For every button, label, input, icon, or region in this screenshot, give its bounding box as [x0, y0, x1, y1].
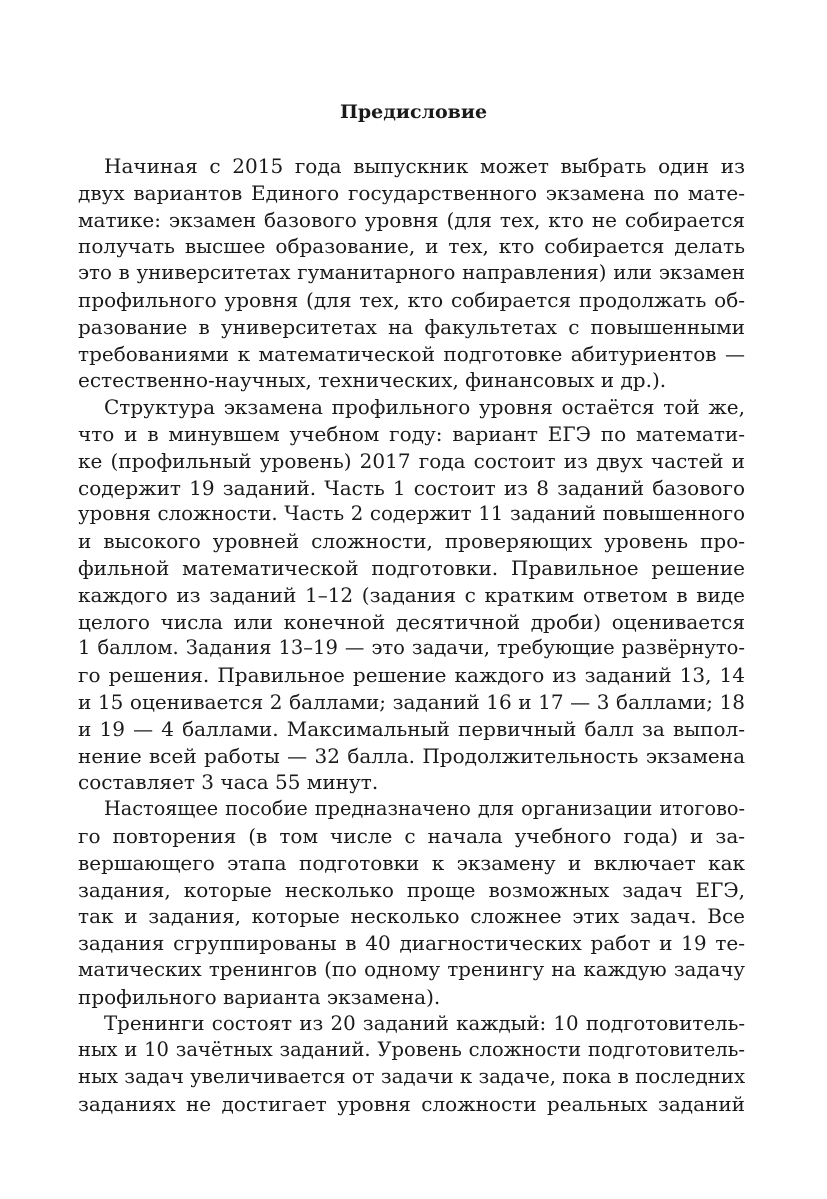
page-title: Предисловие [339, 101, 488, 123]
text-line: двух вариантов Единого государственного экзамена по мате- [78, 180, 745, 205]
text-line: го повторения (в том числе с начала учебного года) и за- [78, 823, 745, 848]
text-line: так и задания, которые несколько сложнее этих задач. Все [78, 904, 745, 929]
text-line: и 15 оценивается 2 баллами; заданий 16 и 17 — 3 баллами; 18 [78, 689, 745, 714]
text-line: вершающего этапа подготовки к экзамену и включает как [78, 850, 745, 875]
text-line: каждого из заданий 1–12 (задания с кратким ответом в виде [78, 582, 745, 607]
text-line: ных задач увеличивается от задачи к задаче, пока в последних [78, 1065, 746, 1089]
text-line: профильного уровня (для тех, кто собирается продолжать об- [78, 287, 745, 312]
text-line: матических тренингов (по одному тренингу на каждую задачу [78, 957, 745, 981]
text-line: естественно-научных, технических, финансовых и др.). [78, 368, 667, 393]
text-line: это в университетах гуманитарного направления) или экзамен [78, 261, 745, 285]
text-line: что и в минувшем учебном году: вариант ЕГЭ по математи- [78, 421, 745, 446]
text-line: целого числа или конечной десятичной дроби) оценивается [78, 609, 745, 634]
text-line: содержит 19 заданий. Часть 1 состоит из 8 заданий базового [78, 475, 745, 500]
text-line: фильной математической подготовки. Правильное решение [78, 555, 745, 580]
text-line: требованиями к математической подготовке абитуриентов — [78, 341, 745, 366]
text-line: и высокого уровней сложности, проверяющих уровень про- [78, 529, 745, 554]
text-line: задания сгруппированы в 40 диагностических работ и 19 те- [78, 931, 745, 956]
text-line: ке (профильный уровень) 2017 года состоит из двух частей и [78, 448, 745, 473]
text-line: разование в университетах на факультетах с повышенными [78, 314, 745, 339]
text-line: Структура экзамена профильного уровня остаётся той же, [104, 395, 745, 420]
text-line: го решения. Правильное решение каждого из заданий 13, 14 [78, 663, 745, 688]
text-line: Настоящее пособие предназначено для организации итогово- [104, 797, 745, 821]
text-line: 1 баллом. Задания 13–19 — это задачи, требующие развёрнуто- [78, 636, 745, 660]
text-line: задания, которые несколько проще возможных задач ЕГЭ, [78, 877, 745, 902]
text-line: нение всей работы — 32 балла. Продолжительность экзамена [78, 743, 745, 768]
text-line: ных и 10 зачётных заданий. Уровень сложности подготовитель- [78, 1038, 745, 1062]
body-text [78, 153, 745, 1118]
text-line: и 19 — 4 баллами. Максимальный первичный балл за выпол- [78, 716, 745, 741]
text-line: профильного варианта экзамена). [78, 984, 441, 1009]
text-line: Тренинги состоят из 20 заданий каждый: 10 подготовитель- [104, 1011, 745, 1035]
text-line: уровня сложности. Часть 2 содержит 11 заданий повышенного [78, 502, 745, 526]
text-line: заданиях не достигает уровня сложности реальных заданий [78, 1091, 745, 1116]
text-line: составляет 3 часа 55 минут. [78, 770, 379, 795]
text-line: Начиная с 2015 года выпускник может выбрать один из [104, 154, 745, 178]
text-line: получать высшее образование, и тех, кто собирается делать [78, 234, 745, 259]
text-line: матике: экзамен базового уровня (для тех, кто не собирается [78, 207, 745, 232]
